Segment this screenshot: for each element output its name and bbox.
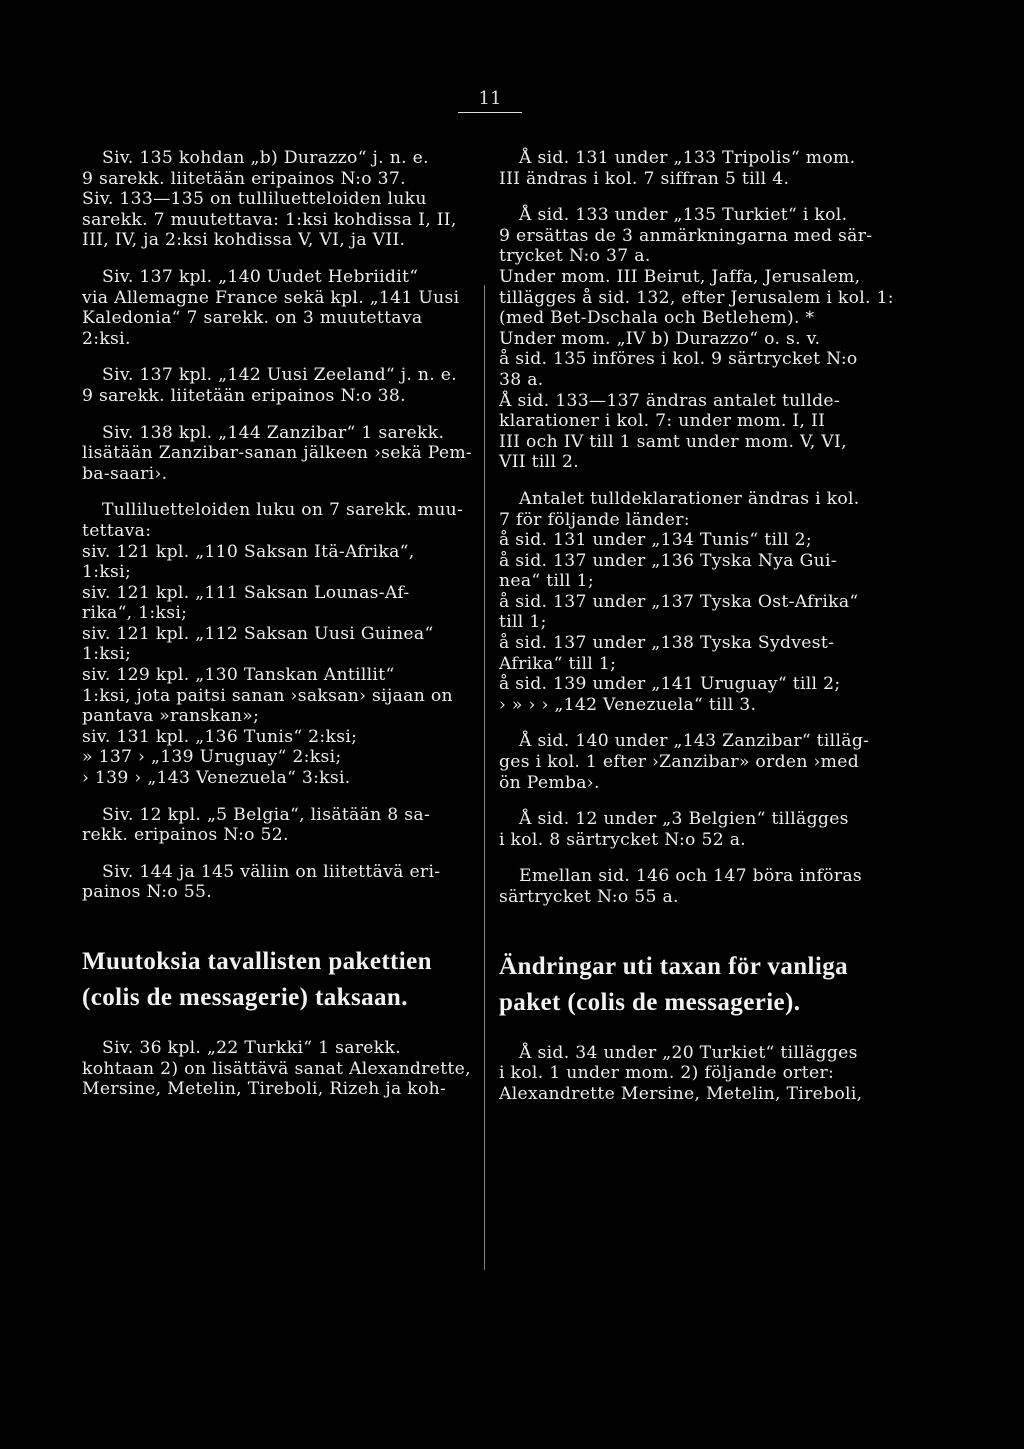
- text-line: Siv. 138 kpl. „144 Zanzibar“ 1 sarekk.: [102, 422, 445, 443]
- right-column: [499, 148, 903, 1120]
- text-line: Å sid. 133—137 ändras antalet tullde-: [499, 390, 841, 411]
- text-line: klarationer i kol. 7: under mom. I, II: [499, 411, 826, 432]
- text-line: Å sid. 133 under „135 Turkiet“ i kol.: [519, 205, 848, 226]
- text-line: nea“ till 1;: [499, 571, 594, 592]
- paragraph: [499, 731, 903, 793]
- text-line: å sid. 137 under „138 Tyska Sydvest-: [499, 633, 835, 654]
- text-line: tillägges å sid. 132, efter Jerusalem i kol. 1:: [499, 287, 894, 308]
- text-line: 1:ksi, jota paitsi sanan ›saksan› sijaan on: [82, 685, 453, 706]
- text-line: å sid. 135 införes i kol. 9 särtrycket N:o: [499, 349, 858, 370]
- paragraph: [82, 805, 476, 846]
- text-line: VII till 2.: [499, 452, 580, 473]
- text-line: Alexandrette Mersine, Metelin, Tireboli,: [499, 1083, 863, 1104]
- text-line: Siv. 12 kpl. „5 Belgia“, lisätään 8 sa-: [102, 804, 431, 825]
- text-line: Siv. 137 kpl. „140 Uudet Hebriidit“: [102, 266, 419, 287]
- text-line: Under mom. „IV b) Durazzo“ o. s. v.: [499, 328, 821, 349]
- text-line: III ändras i kol. 7 siffran 5 till 4.: [499, 168, 790, 189]
- text-line: Under mom. III Beirut, Jaffa, Jerusalem,: [499, 266, 861, 287]
- paragraph: [82, 148, 476, 251]
- text-line: III och IV till 1 samt under mom. V, VI,: [499, 431, 847, 452]
- text-line: å sid. 131 under „134 Tunis“ till 2;: [499, 530, 812, 551]
- text-line: i kol. 8 särtrycket N:o 52 a.: [499, 829, 747, 850]
- right-section-heading: [499, 949, 903, 1021]
- heading-line: Ändringar uti taxan för vanliga: [499, 952, 849, 980]
- text-line: 1:ksi;: [82, 644, 132, 665]
- text-line: Siv. 144 ja 145 väliin on liitettävä eri-: [102, 861, 441, 882]
- text-line: kohtaan 2) on lisättävä sanat Alexandrette,: [82, 1058, 471, 1079]
- text-line: å sid. 137 under „137 Tyska Ost-Afrika“: [499, 591, 859, 612]
- text-line: siv. 129 kpl. „130 Tanskan Antillit“: [82, 665, 395, 686]
- text-line: 38 a.: [499, 369, 544, 390]
- text-line: Kaledonia“ 7 sarekk. on 3 muutettava: [82, 308, 423, 329]
- text-line: Å sid. 140 under „143 Zanzibar“ tilläg-: [519, 731, 870, 752]
- paragraph: [499, 809, 903, 850]
- text-line: Siv. 137 kpl. „142 Uusi Zeeland“ j. n. e.: [102, 365, 458, 386]
- text-line: Å sid. 12 under „3 Belgien“ tillägges: [519, 809, 849, 830]
- left-column: [82, 148, 476, 1116]
- text-line: Tulliluetteloiden luku on 7 sarekk. muu-: [102, 500, 464, 521]
- text-line: 9 ersättas de 3 anmärkningarna med sär-: [499, 225, 873, 246]
- right-section: [499, 949, 903, 1105]
- text-line: ba-saari›.: [82, 463, 168, 484]
- text-line: till 1;: [499, 612, 547, 633]
- right-paragraphs: [499, 148, 903, 908]
- text-line: lisätään Zanzibar-sanan jälkeen ›sekä Pem-: [82, 443, 473, 464]
- text-line: Antalet tulldeklarationer ändras i kol.: [519, 488, 860, 509]
- text-line: 1:ksi;: [82, 562, 132, 583]
- text-line: (med Bet-Dschala och Betlehem). *: [499, 308, 815, 329]
- text-line: pantava »ranskan»;: [82, 706, 260, 727]
- heading-line: paket (colis de messagerie).: [499, 988, 801, 1016]
- text-line: Å sid. 131 under „133 Tripolis“ mom.: [519, 148, 856, 168]
- text-line: siv. 131 kpl. „136 Tunis“ 2:ksi;: [82, 726, 358, 747]
- text-line: rekk. eripainos N:o 52.: [82, 825, 289, 846]
- text-line: i kol. 1 under mom. 2) följande orter:: [499, 1063, 835, 1084]
- text-line: Emellan sid. 146 och 147 böra införas: [519, 866, 863, 887]
- paragraph: [82, 365, 476, 406]
- text-line: å sid. 139 under „141 Uruguay“ till 2;: [499, 674, 841, 695]
- left-section-paragraph: [82, 1038, 476, 1100]
- text-line: sarekk. 7 muutettava: 1:ksi kohdissa I, II,: [82, 209, 457, 230]
- paragraph: [82, 862, 476, 903]
- text-line: 7 för följande länder:: [499, 509, 690, 530]
- text-line: å sid. 137 under „136 Tyska Nya Gui-: [499, 550, 837, 571]
- text-line: siv. 121 kpl. „112 Saksan Uusi Guinea“: [82, 623, 434, 644]
- text-line: › » › › „142 Venezuela“ till 3.: [499, 694, 757, 715]
- text-line: rika“, 1:ksi;: [82, 603, 188, 624]
- text-line: Siv. 133—135 on tulliluetteloiden luku: [82, 189, 427, 210]
- text-line: trycket N:o 37 a.: [499, 246, 651, 267]
- paragraph: [499, 148, 903, 189]
- text-line: siv. 121 kpl. „111 Saksan Lounas-Af-: [82, 582, 410, 603]
- text-line: särtrycket N:o 55 a.: [499, 887, 679, 907]
- paragraph: [499, 489, 903, 716]
- text-line: III, IV, ja 2:ksi kohdissa V, VI, ja VII.: [82, 230, 406, 251]
- text-line: 9 sarekk. liitetään eripainos N:o 38.: [82, 385, 406, 406]
- text-line: Mersine, Metelin, Tireboli, Rizeh ja koh-: [82, 1079, 447, 1100]
- text-line: » 137 › „139 Uruguay“ 2:ksi;: [82, 747, 342, 768]
- text-line: ön Pemba›.: [499, 772, 600, 793]
- text-line: tettava:: [82, 520, 152, 541]
- text-line: Å sid. 34 under „20 Turkiet“ tillägges: [519, 1042, 858, 1063]
- paragraph: [82, 267, 476, 349]
- paragraph: [499, 205, 903, 473]
- heading-line: Muutoksia tavallisten pakettien: [82, 948, 432, 975]
- text-line: ges i kol. 1 efter ›Zanzibar» orden ›med: [499, 752, 860, 773]
- text-line: Afrika“ till 1;: [499, 653, 617, 674]
- text-line: 9 sarekk. liitetään eripainos N:o 37.: [82, 168, 406, 189]
- paragraph: [82, 423, 476, 485]
- right-section-paragraph: [499, 1043, 903, 1105]
- page-number: 11: [458, 88, 522, 113]
- left-section: [82, 944, 476, 1100]
- text-line: › 139 › „143 Venezuela“ 3:ksi.: [82, 768, 351, 789]
- column-divider: [484, 285, 485, 1270]
- text-line: Siv. 36 kpl. „22 Turkki“ 1 sarekk.: [102, 1038, 401, 1058]
- heading-line: (colis de messagerie) taksaan.: [82, 984, 408, 1011]
- paragraph: [82, 500, 476, 788]
- text-line: siv. 121 kpl. „110 Saksan Itä-Afrika“,: [82, 541, 415, 562]
- text-line: via Allemagne France sekä kpl. „141 Uusi: [82, 287, 460, 308]
- left-paragraphs: [82, 148, 476, 903]
- text-line: Siv. 135 kohdan „b) Durazzo“ j. n. e.: [102, 148, 429, 168]
- paragraph: [499, 866, 903, 907]
- left-section-heading: [82, 944, 476, 1016]
- text-line: painos N:o 55.: [82, 882, 213, 903]
- text-line: 2:ksi.: [82, 328, 131, 349]
